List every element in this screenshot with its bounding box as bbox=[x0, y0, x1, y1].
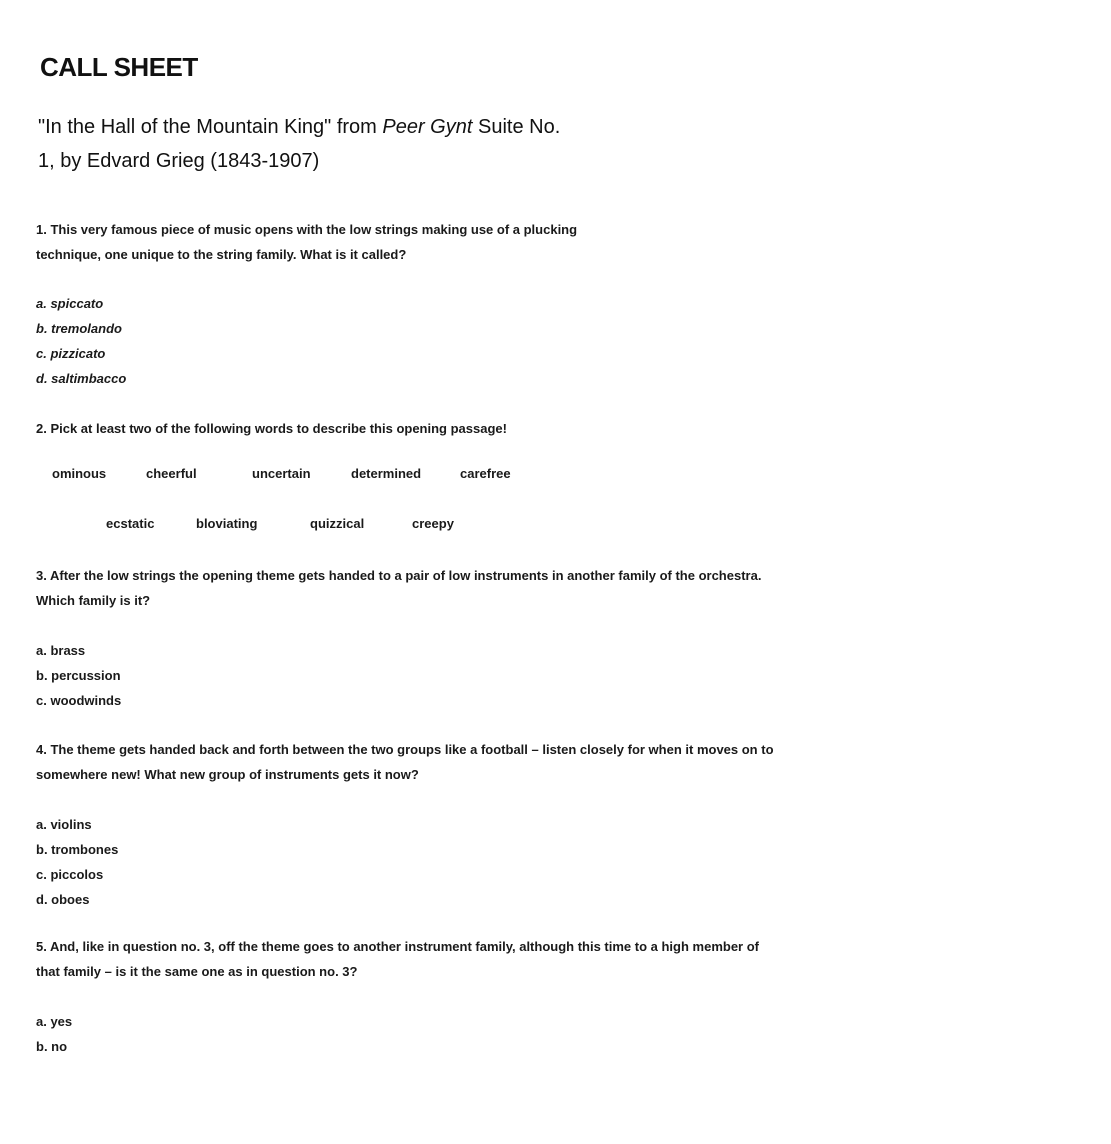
word-choice: creepy bbox=[412, 516, 454, 531]
option-text: c. piccolos bbox=[36, 867, 104, 882]
option-item bbox=[36, 837, 118, 862]
option-text: d. saltimbacco bbox=[36, 371, 127, 386]
question-3-line-1: 3. After the low strings the opening theme gets handed to a pair of low instruments in another family of the orchestra. bbox=[36, 568, 762, 583]
question-5 bbox=[36, 934, 759, 984]
word-choice: quizzical bbox=[310, 516, 365, 531]
word-choices-row-1 bbox=[0, 466, 1111, 486]
question-4-line-2: somewhere new! What new group of instruments gets it now? bbox=[36, 767, 419, 782]
page-title: CALL SHEET bbox=[40, 52, 198, 82]
question-5-line-1: 5. And, like in question no. 3, off the theme goes to another instrument family, although this time to a high member of bbox=[36, 939, 759, 954]
option-item bbox=[36, 316, 126, 341]
word-choice: carefree bbox=[460, 466, 511, 481]
option-text: b. trombones bbox=[36, 842, 119, 857]
word-choice: cheerful bbox=[146, 466, 197, 481]
work-title: Peer Gynt bbox=[382, 116, 473, 138]
composer-line: 1, by Edvard Grieg (1843-1907) bbox=[38, 150, 320, 172]
word-choice: ecstatic bbox=[106, 516, 155, 531]
question-4-line-1: 4. The theme gets handed back and forth between the two groups like a football – listen closely for when it moves on to bbox=[36, 742, 774, 757]
option-item bbox=[36, 812, 118, 837]
question-2-line-1: 2. Pick at least two of the following words to describe this opening passage! bbox=[36, 421, 507, 436]
piece-title: "In the Hall of the Mountain King" from bbox=[38, 116, 383, 138]
question-5-line-2: that family – is it the same one as in question no. 3? bbox=[36, 964, 358, 979]
question-1 bbox=[36, 217, 577, 267]
option-text: a. violins bbox=[36, 817, 92, 832]
question-1-options bbox=[36, 291, 126, 391]
word-choice: uncertain bbox=[252, 466, 311, 481]
option-item bbox=[36, 663, 121, 688]
question-3 bbox=[36, 563, 761, 613]
option-text: c. woodwinds bbox=[36, 693, 122, 708]
option-item bbox=[36, 366, 126, 391]
option-text: d. oboes bbox=[36, 892, 90, 907]
option-text: b. percussion bbox=[36, 668, 121, 683]
option-text: a. spiccato bbox=[36, 296, 104, 311]
option-item bbox=[36, 638, 121, 663]
option-item bbox=[36, 688, 121, 713]
option-item bbox=[36, 887, 118, 912]
option-item bbox=[36, 1034, 72, 1059]
suite-number: Suite No. bbox=[472, 116, 561, 138]
option-item bbox=[36, 341, 126, 366]
word-choices-row-2 bbox=[0, 516, 1111, 536]
question-2 bbox=[36, 416, 507, 441]
option-text: c. pizzicato bbox=[36, 346, 106, 361]
option-item bbox=[36, 862, 118, 887]
option-item bbox=[36, 291, 126, 316]
question-3-line-2: Which family is it? bbox=[36, 593, 151, 608]
option-text: a. yes bbox=[36, 1014, 73, 1029]
question-4-options bbox=[36, 812, 118, 912]
word-choice: ominous bbox=[52, 466, 107, 481]
option-text: a. brass bbox=[36, 643, 86, 658]
word-choice: determined bbox=[351, 466, 422, 481]
question-1-line-1: 1. This very famous piece of music opens with the low strings making use of a plucking bbox=[36, 222, 578, 237]
word-choice: bloviating bbox=[196, 516, 258, 531]
question-3-options bbox=[36, 638, 121, 713]
option-text: b. no bbox=[36, 1039, 68, 1054]
question-5-options bbox=[36, 1009, 72, 1059]
piece-heading bbox=[38, 110, 738, 178]
option-text: b. tremolando bbox=[36, 321, 122, 336]
question-1-line-2: technique, one unique to the string family. What is it called? bbox=[36, 247, 407, 262]
question-4 bbox=[36, 737, 774, 787]
option-item bbox=[36, 1009, 72, 1034]
